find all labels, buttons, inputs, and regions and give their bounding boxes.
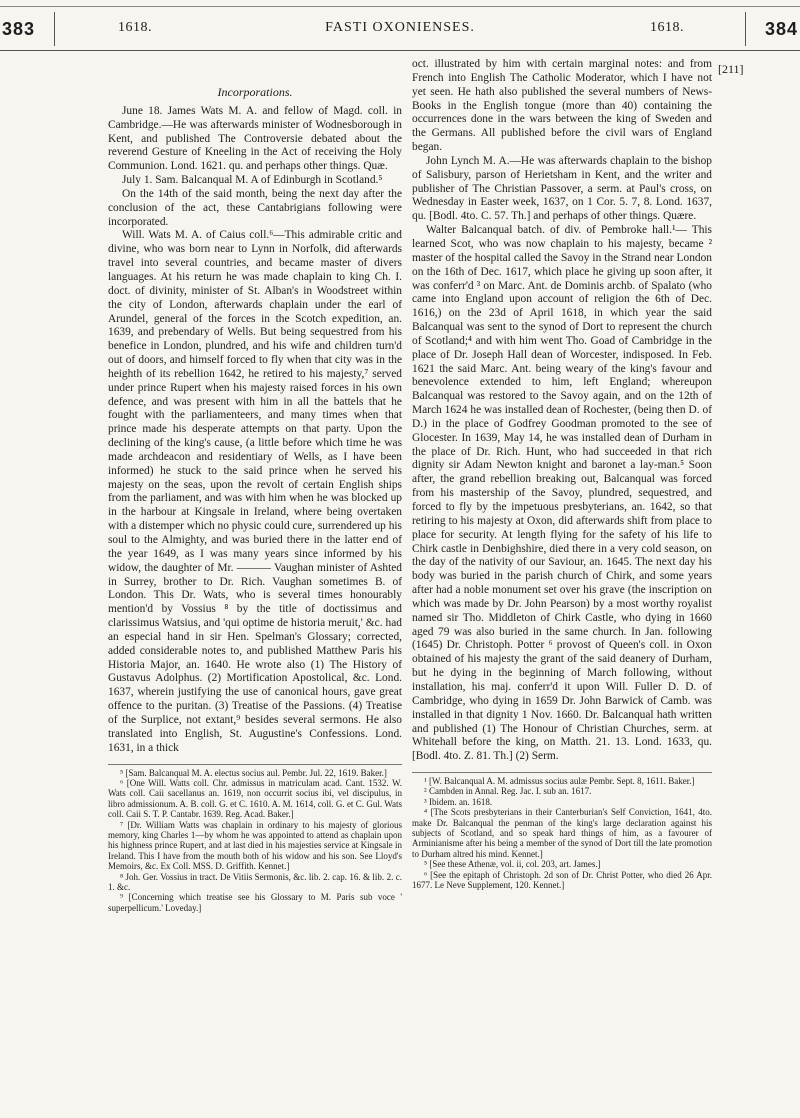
paragraph: John Lynch M. A.—He was afterwards chaplain to the bishop of Salisbury, parson of Herietsham in Kent, and the writer and publisher of The Christian Passover, a serm. at Paul's cross, on Wednesday in Easter week, 1637, on 1 Cor. 5. 7, 8. Lond. 1637, qu. [Bodl. 4to. C. 57. Th.] and perhaps of other things. Quære. [412, 154, 712, 223]
footnote: ⁸ Joh. Ger. Vossius in tract. De Vitiis Sermonis, &c. lib. 2. cap. 16. & lib. 2. c. 1. &c. [108, 871, 402, 892]
footnote: ¹ [W. Balcanqual A. M. admissus socius aulæ Pembr. Sept. 8, 1611. Baker.] [424, 776, 695, 787]
footnotes-right [412, 772, 712, 890]
left-column [108, 58, 402, 913]
section-title: Incorporations. [217, 85, 293, 99]
header-year-right: 1618. [650, 20, 684, 35]
running-header [0, 0, 800, 51]
header-year-left: 1618. [118, 20, 152, 35]
header-title: FASTI OXONIENSES. [325, 20, 475, 35]
footnote: ⁹ [Concerning which treatise see his Glossary to M. Paris sub voce ' superpellicum.' Loveday.] [108, 892, 402, 913]
footnote: ⁵ [See these Athenæ, vol. ii, col. 203, art. James.] [424, 859, 601, 870]
header-rule [0, 6, 800, 7]
footnote: ² Cambden in Annal. Reg. Jac. I. sub an. 1617. [424, 786, 592, 797]
footnote: ⁶ [See the epitaph of Christoph. 2d son of Dr. Christ Potter, who died 26 Apr. 1677. Le Neve Supplement, 120. Kennet.] [412, 869, 712, 891]
paragraph: July 1. Sam. Balcanqual M. A of Edinburgh in Scotland.⁵ [122, 174, 383, 187]
footnote: ⁷ [Dr. William Watts was chaplain in ordinary to his majesty of glorious memory, king Charles 1—by whom he was appointed to attend as chaplain upon his highness prince Rupert, and at last died in his majesties service at Kingsale in Ireland. This I have from the mouth both of his widow and his son. See Lloyd's Memoirs, &c. Ex Coll. MSS. D. Griffith. Kennet.] [108, 819, 402, 872]
paragraph: Will. Wats M. A. of Caius coll.⁶—This admirable critic and divine, who was born near to Lynn in Norfolk, did afterwards travel into several countries, and became master of divers languages. At his return he was made chaplain to king Ch. I. doct. of divinity, minister of St. Alban's in Woodstreet within the city of London, afterwards chaplain under the earl of Arundel, general of the forces in the Scotch expedition, an. 1639, and prebendary of Wells. But being sequestred from his benefice in London, plundred, and his wife and children turn'd out of doors, and himself forced to fly when that city was in the heighth of its rebellion 1642, he retired to his majesty,⁷ served under prince Rupert when his majesty raised forces in his own defence, and was present with him in all the battels that he fought with the parliamenteers, and many times when that prince made his desperate attempts on that party. Upon the declining of the king's cause, (a little before which time he was made archdeacon and residentiary of Wells, as I have been informed) he stuck to the said prince when he served his majesty on the seas, upon the revolt of certain English ships from the parliament, and was with him when he was blocked up in the harbour at Kingsale in Ireland, where being overtaken with a distemper which no physic could cure, surrendered up his soul to the Almighty, and was buried there in the latter end of the year 1649, as I was many years since informed by his widow, the daughter of Mr. ——— Vaughan minister of Ashted in Surrey, brother to Dr. Rich. Vaughan sometimes B. of London. This Dr. Wats, who is several times honourably mention'd by Vossius ⁸ by the title of doctissimus and clarissimus Watsius, and 'qui optime de historia meruit,' &c. had an especial hand in sir Hen. Spelman's Glossary; corrected, added considerable notes to, and published Matthew Paris his Historia Major, an. 1640. He wrote also (1) The History of Gustavus Adolphus. (2) Mortification Apostolical, &c. Lond. 1637, wherein justifying the use of canonical hours, gave great offence to the puritan. (3) Treatise of the Passions. (4) Treatise of the Surplice, not extant,⁹ besides several sermons. He also translated into English, St. Augustine's Confessions. Lond. 1631, in a thick [108, 229, 402, 754]
paragraph: June 18. James Wats M. A. and fellow of Magd. coll. in Cambridge.—He was afterwards minister of Wodnesborough in Kent, and published The Controversie debated about the reverend Gesture of Kneeling in the Act of receiving the Holy Communion. Lond. 1621. qu. and perhaps other things. Quæ. [108, 104, 402, 173]
right-column [412, 58, 712, 891]
footnote: ⁶ [One Will. Watts coll. Chr. admissus in matriculam acad. Cant. 1532. W. Wats coll. Caii sacellanus an. 1619, non occurrit socius ibi, vel discipulus, in libro admissionum. A. B. coll. G. et C. 1610. A. M. 1614, coll. G. et C. Gul. Wats coll. Caii S. T. P. Cantabr. 1639. Reg. Acad. Baker.] [108, 777, 402, 820]
paragraph: oct. illustrated by him with certain marginal notes: and from French into English The Catholic Moderator, which I have not yet seen. He hath also published the several numbers of News-Books in the English tongue (more than 40) containing the occurrences done in the wars between the king of Sweden and the Germans. All published before the civil wars of England began. [412, 58, 712, 154]
paragraph: On the 14th of the said month, being the next day after the conclusion of the act, these Cantabrigians following were incorporated. [108, 187, 402, 228]
margin-page-reference: [211] [718, 62, 744, 76]
page-number-left: 383 [0, 12, 55, 46]
footnote: ⁴ [The Scots presbyterians in their Canterburian's Self Conviction, 1641, 4to. make Dr. Balcanqual the penman of the king's large declaration against his subjects of Scotland, and so speak hard things of him, as a favourer of Arminianisme after his being a member of the synod of Dort till the late promotion to Durham altred his mind. Kennet.] [412, 807, 712, 859]
footnote: ³ Ibidem. an. 1618. [424, 796, 493, 807]
page-number-right: 384 [745, 12, 800, 46]
paragraph: Walter Balcanqual batch. of div. of Pembroke hall.¹— This learned Scot, who was now chaplain to his majesty, became ² master of the hospital called the Savoy in the Strand near London on the 16th of Dec. 1617, which place he giving up soon after, it was conferr'd ³ on Marc. Ant. de Dominis archb. of Spalato (who came into England upon account of religion the 6th of Dec. 1616,) on the 23d of April 1618, in which year the said Balcanqual was sent to the synod of Dort to represent the church of Scotland;⁴ and with him went Tho. Goad of Cambridge in the place of Dr. Joseph Hall dean of Worcester, indisposed. In Feb. 1621 the said Marc. Ant. being weary of the king's favour and benevolence extended to him, left England; whereupon Balcanqual was restored to the Savoy again, and on the 12th of March 1624 he was installed dean of Rochester, (being then D. of D.) in the place of Godfrey Goodman promoted to the see of Glocester. In 1639, May 14, he was installed dean of Durham in the place of Dr. Rich. Hunt, who had succeeded in that rich dignity sir Adam Newton knight and baronet a lay-man.⁵ Soon after, the grand rebellion breaking out, Balcanqual was forced from his mastership of the Savoy, plundred, sequestred, and forced to fly by the impetuous presbyterians, an. 1642, so that retiring to his majesty at Oxon, did afterwards shift from place to place for security. At length flying for the safety of his life to Chirk castle in Denbighshire, died there in a very cold season, on the day of the nativity of our Saviour, an. 1645. The next day his body was buried in the parish church of Chirk, and some years after had a noble monument set over his grave (the inscription on which was made by Dr. John Pearson) by a most worthy royalist named sir Tho. Middleton of Chirk Castle, who dying in 1660 aged 79 was also buried in the same church. In Jan. following (1645) Dr. Christoph. Potter ⁶ provost of Queen's coll. in Oxon obtained of his majesty the grant of the said deanery of Durham, but he dying in the beginning of March following, without installation, his maj. conferr'd it upon Will. Fuller D. D. of Cambridge, who dying in 1659 Dr. John Barwick of Camb. was installed in that dignity 1 Nov. 1660. Dr. Balcanqual hath written and published (1) The Honour of Christian Churches, serm. at Whitehall before the king, on Matth. 21. 13. Lond. 1633, qu. [Bodl. 4to. Z. 81. Th.] (2) Serm. [412, 224, 712, 763]
footnotes-left [108, 764, 402, 914]
footnote: ⁵ [Sam. Balcanqual M. A. electus socius aul. Pembr. Jul. 22, 1619. Baker.] [120, 767, 387, 778]
